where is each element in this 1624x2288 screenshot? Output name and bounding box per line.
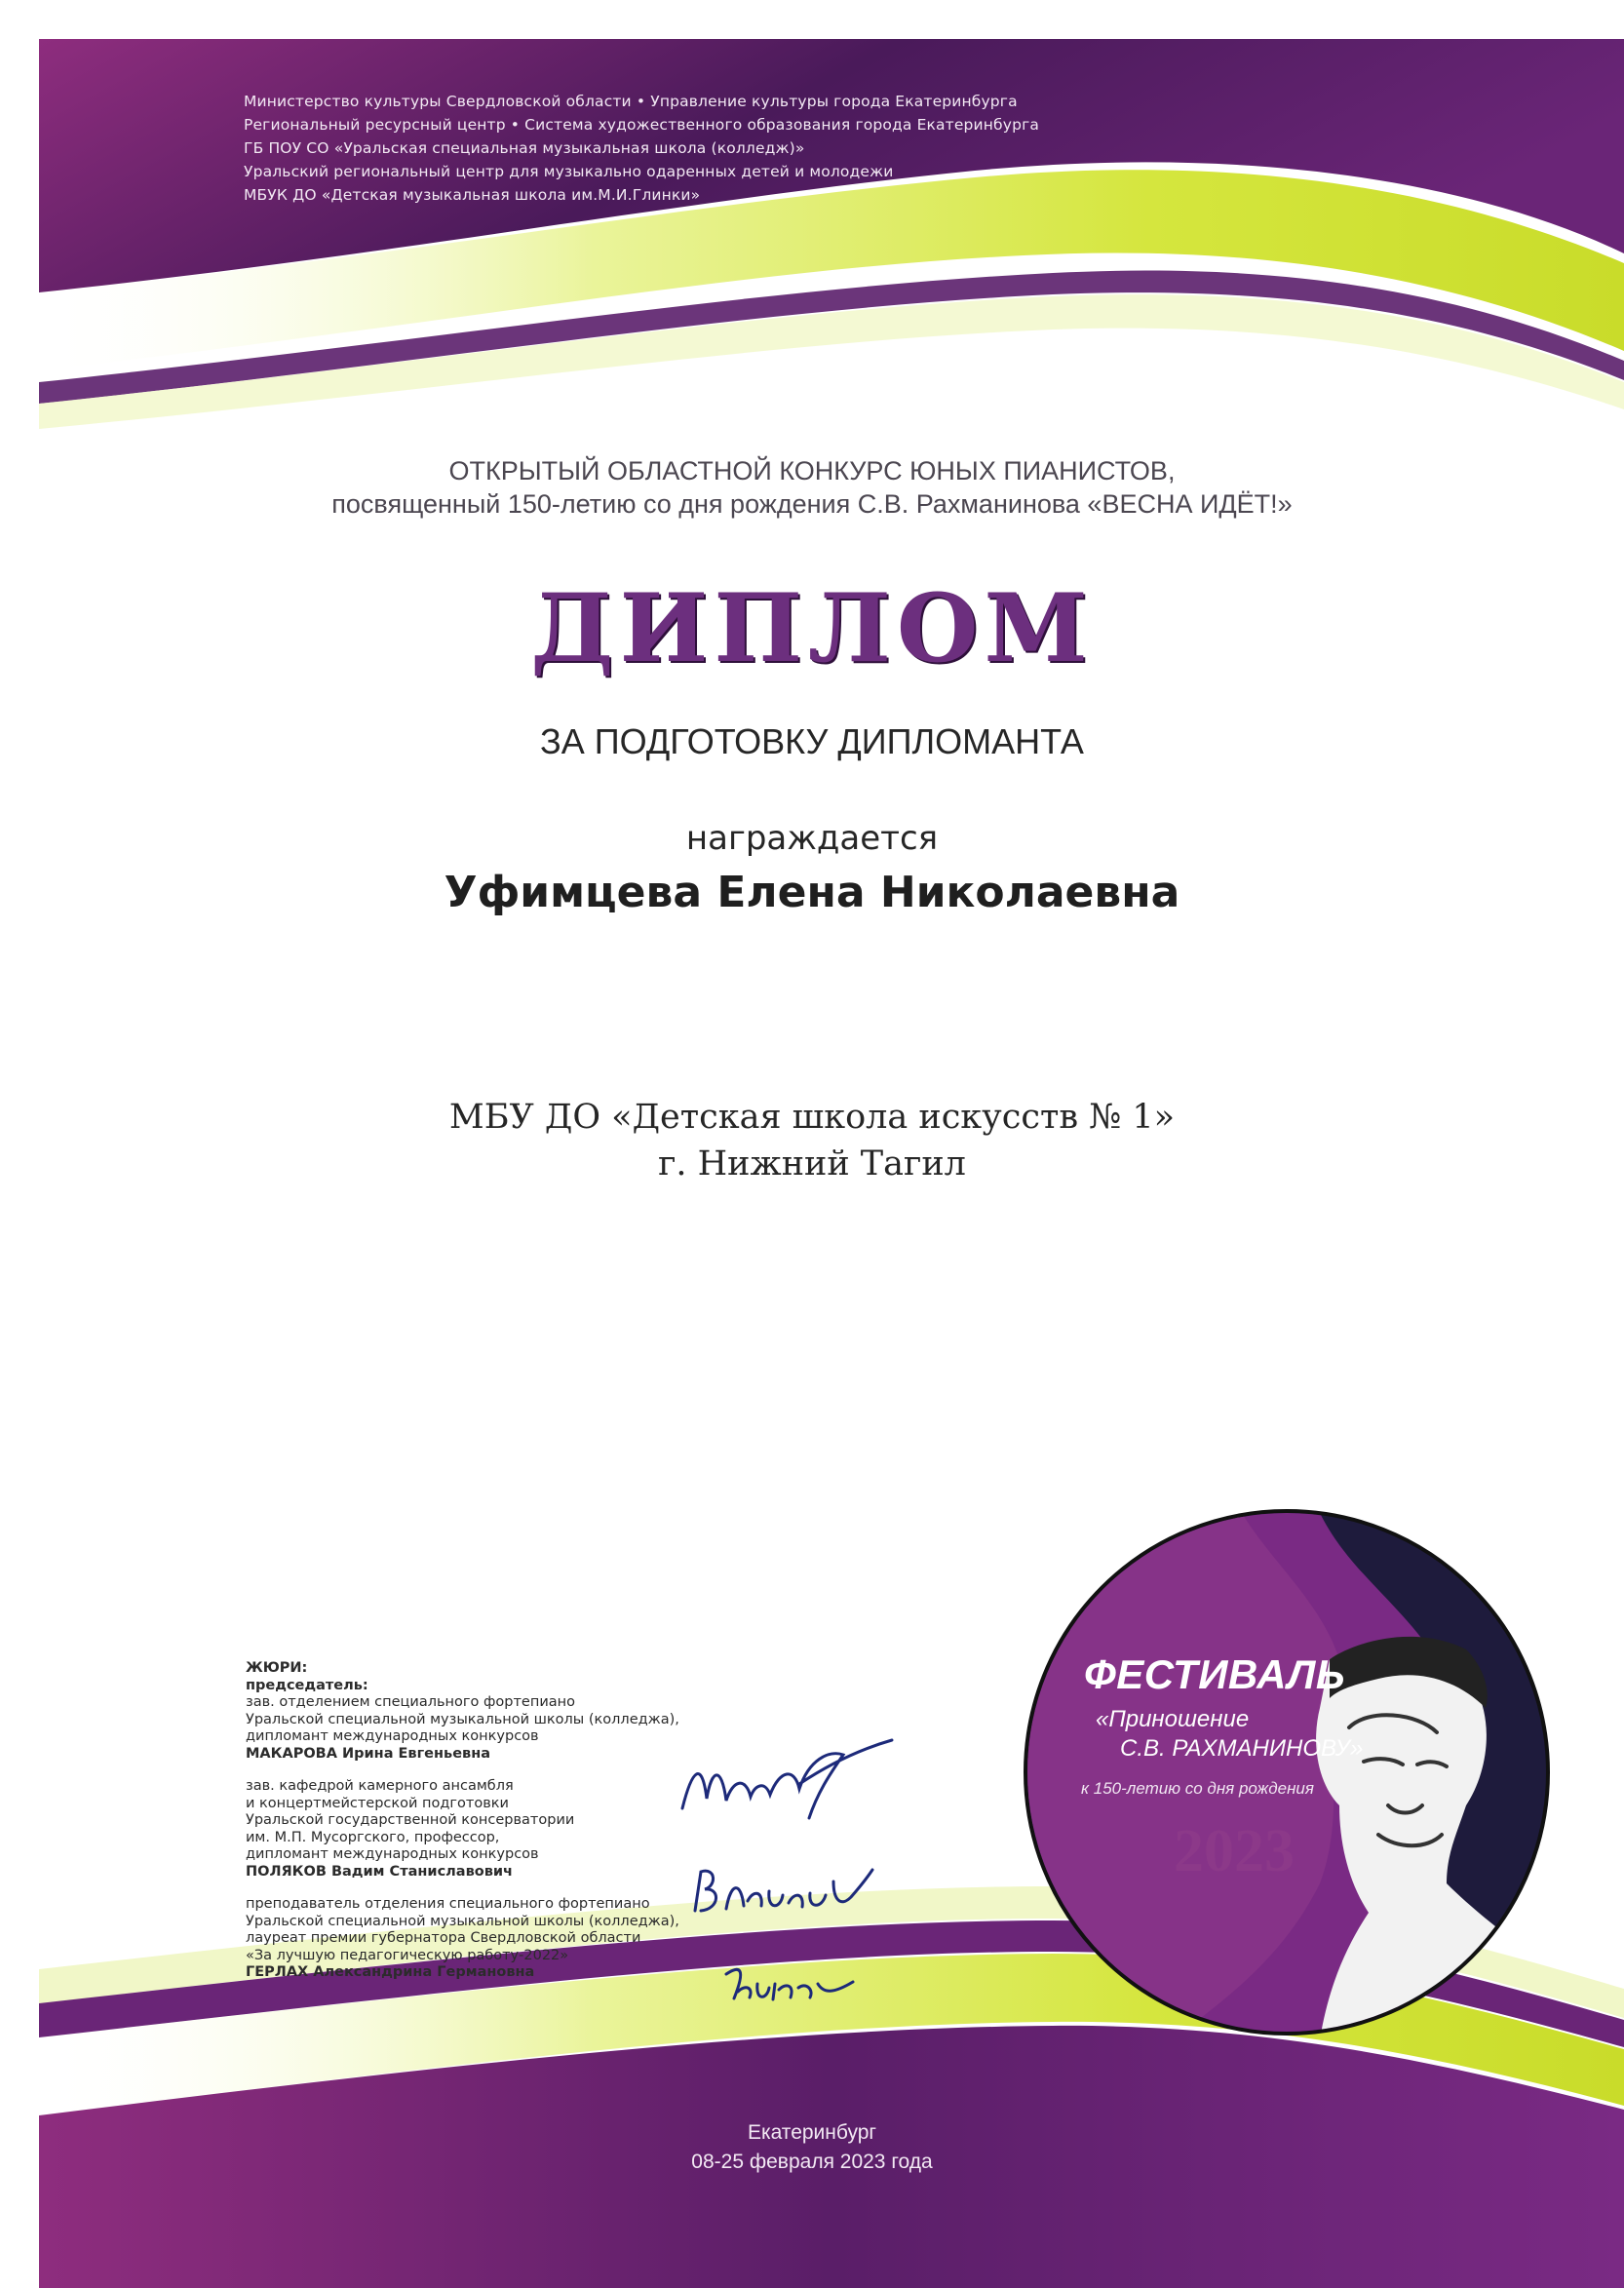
emblem-subtitle-line2: С.В. РАХМАНИНОВУ» [1120, 1735, 1364, 1762]
contest-title [244, 454, 1380, 521]
jury-position-line: им. М.П. Мусоргского, профессор, [246, 1829, 500, 1845]
footer-city: Екатеринбург [747, 2121, 877, 2144]
organizer-line: Министерство культуры Свердловской области • Управление культуры города Екатеринбурга [244, 93, 1018, 110]
jury-position-line: Уральской специальной музыкальной школы (колледжа), [246, 1913, 679, 1929]
diploma-subtitle: ЗА ПОДГОТОВКУ ДИПЛОМАНТА [540, 721, 1084, 761]
jury-block [246, 1660, 733, 1982]
organization-name: МБУ ДО «Детская школа искусств № 1» [448, 1098, 1176, 1137]
jury-member-name: ПОЛЯКОВ Вадим Станиславович [246, 1863, 513, 1880]
organizers-header [244, 90, 1121, 207]
emblem-background [1027, 1513, 1550, 2036]
recipient-organization [0, 1094, 1624, 1187]
contest-title-line1: ОТКРЫТЫЙ ОБЛАСТНОЙ КОНКУРС ЮНЫХ ПИАНИСТОВ, [448, 456, 1176, 485]
jury-position-line: Уральской специальной музыкальной школы (колледжа), [246, 1711, 679, 1727]
footer-dates: 08-25 февраля 2023 года [691, 2151, 933, 2173]
emblem-subtitle-line1: «Приношение [1096, 1706, 1250, 1732]
emblem-festival-label: ФЕСТИВАЛЬ [1084, 1651, 1346, 1697]
footer [0, 2118, 1624, 2177]
jury-position-line: зав. кафедрой камерного ансамбля [246, 1778, 514, 1794]
signature-makarova [673, 1730, 897, 1838]
jury-position-line: зав. отделением специального фортепиано [246, 1694, 575, 1710]
signature-gerlah [716, 1955, 863, 2013]
jury-position-line: Уральской государственной консерватории [246, 1812, 575, 1828]
jury-position-line: лауреат премии губернатора Свердловской области [246, 1930, 641, 1946]
diploma-title: ДИПЛОМ [530, 573, 1094, 683]
jury-member-name: МАКАРОВА Ирина Евгеньевна [246, 1745, 491, 1762]
contest-title-line2: посвященный 150-летию со дня рождения С.В. Рахманинова «ВЕСНА ИДЁТ!» [331, 489, 1293, 519]
jury-position-line: и концертмейстерской подготовки [246, 1795, 509, 1811]
jury-position-line: дипломант международных конкурсов [246, 1728, 539, 1744]
organizer-line: МБУК ДО «Детская музыкальная школа им.М.И.Глинки» [244, 186, 701, 204]
emblem-year: 2023 [1174, 1818, 1295, 1884]
jury-position-line: «За лучшую педагогическую работу-2022» [246, 1947, 569, 1963]
jury-heading: ЖЮРИ: [246, 1660, 308, 1676]
recipient-name: Уфимцева Елена Николаевна [444, 868, 1180, 917]
signature-polyakov [687, 1852, 882, 1930]
jury-member-name: ГЕРЛАХ Александрина Германовна [246, 1964, 535, 1980]
jury-chair-label: председатель: [246, 1677, 368, 1693]
awarded-label: награждается [685, 819, 939, 858]
emblem-anniversary: к 150-летию со дня рождения [1081, 1779, 1314, 1798]
organizer-line: Региональный ресурсный центр • Система художественного образования города Екатеринбурга [244, 116, 1040, 134]
organizer-line: ГБ ПОУ СО «Уральская специальная музыкальная школа (колледж)» [244, 139, 805, 157]
jury-position-line: дипломант международных конкурсов [246, 1846, 539, 1862]
organizer-line: Уральский региональный центр для музыкально одаренных детей и молодежи [244, 163, 894, 180]
festival-emblem [1024, 1509, 1550, 2036]
organization-city: г. Нижний Тагил [658, 1144, 966, 1183]
jury-position-line: преподаватель отделения специального фортепиано [246, 1896, 650, 1912]
